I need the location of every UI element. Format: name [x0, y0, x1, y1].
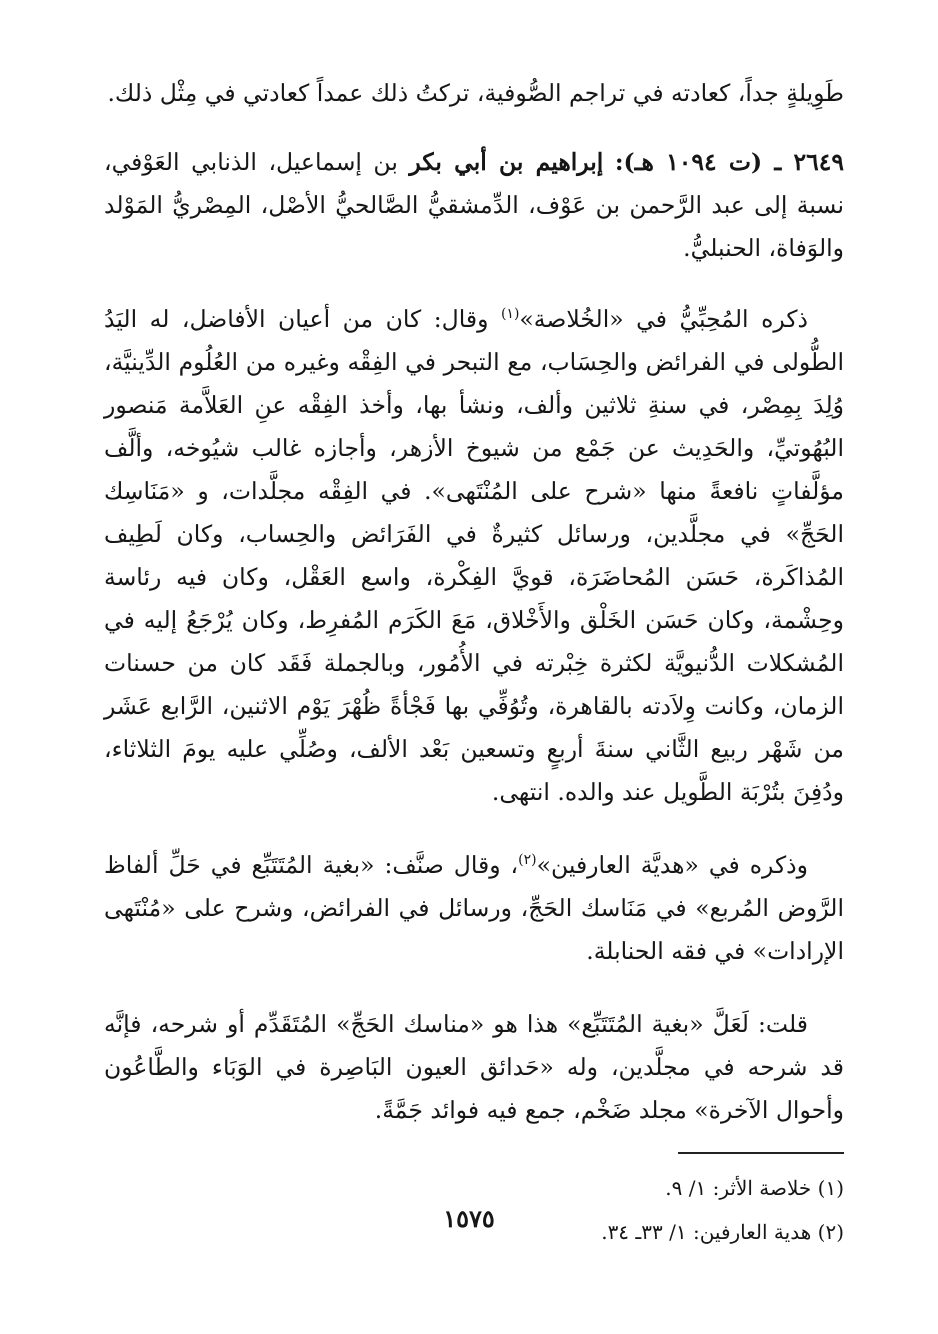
entry-description: بن إسماعيل، الذنابي العَوْفي، نسبة إلى عبد الرَّحمن بن عَوْف، الدِّمشقيُّ الصَّالحيُّ الأصْل، المِصْريُّ المَوْلد والوَفاة، الحنبليُّ. [104, 148, 844, 262]
footnote-2: (٢) هدية العارفين: ١/ ٣٣ـ ٣٤. [601, 1220, 844, 1244]
entry-name: إبراهيم بن أبي بكر [409, 148, 604, 176]
biography-entry [104, 141, 844, 270]
paragraph-hadiyya [104, 844, 844, 973]
page-number: ١٥٧٥ [443, 1204, 495, 1233]
paragraph-2-rest: ، وقال صنَّف: «بغية المُتَتَبِّع في حَلِّ ألفاظ الرَّوض المُربع» في مَنَاسك الحَجِّ، ورسائل في الفرائض، وشرح على «مُنْتَهى الإرادات» في فقه الحنابلة. [104, 851, 844, 965]
document-page [104, 72, 844, 1312]
continuation-line: طَوِيلةٍ جداً، كعادته في تراجم الصُّوفية، تركتُ ذلك عمداً كعادتي في مِثْل ذلك. [107, 79, 844, 107]
paragraph-2-start: وذكره في «هديَّة العارفين» [536, 851, 808, 879]
footnote-ref-2: (٢) [518, 852, 537, 869]
paragraph-1-start: ذكره المُحِبِّيُّ في «الخُلاصة» [519, 305, 808, 333]
footnote-divider [678, 1152, 844, 1154]
paragraph-khulasa [104, 298, 844, 814]
paragraph-author-note: قلت: لَعَلَّ «بغية المُتَتَبِّع» هذا هو «مناسك الحَجِّ» المُتَقَدِّم أو شرحه، فإنَّه قد شرحه في مجلَّدين، وله «حَدائق العيون البَاصِرة في الوَبَاء والطَّاعُون وأحوال الآخرة» مجلد ضَخْم، جمع فيه فوائد جَمَّةً. [104, 1010, 844, 1124]
footnote-ref-1: (١) [500, 306, 520, 323]
paragraph-1-rest: وقال: كان من أعيان الأفاضل، له اليَدُ الطُّولى في الفرائض والحِسَاب، مع التبحر في الفِقْه وغيره من العُلُوم الدِّينيَّة، وُلِدَ بِمِصْر، في سنةِ ثلاثين وألف، ونشأ بها، وأخذ الفِقْه عنِ العَلاَّمة مَنصور البُهُوتيِّ، والحَدِيث عن جَمْع من شيوخ الأزهر، وأجازه غالب شيُوخه، وألَّف مؤلَّفاتٍ نافعةً منها «شرح على المُنْتَهى». في الفِقْه مجلَّدات، و «مَنَاسِك الحَجِّ» في مجلَّدين، ورسائل كثيرةٌ في الفَرَائض والحِساب، وكان لَطِيف المُذاكَرة، حَسَن المُحاضَرَة، قويَّ الفِكْرة، واسع العَقْل، وكان فيه رئاسة وحِشْمة، وكان حَسَن الخَلْق والأَخْلاق، مَعَ الكَرَم المُفرِط، وكان يُرْجَعُ إليه في المُشكلات الدُّنيويَّة لكثرة خِبْرته في الأُمُور، وبالجملة فَقَد كان من حسنات الزمان، وكانت وِلاَدته بالقاهرة، وتُوُفِّي بها فَجْأةً ظُهْرَ يَوْم الاثنين، الرَّابع عَشَر من شَهْر ربيع الثَّاني سنةَ أربعٍ وتسعين بَعْد الألف، وصُلِّي عليه يومَ الثلاثاء، ودُفِنَ بتُرْبَة الطَّويل عند والده. انتهى. [104, 305, 845, 806]
entry-number: ٢٦٤٩ ـ (ت ١٠٩٤ هـ): [614, 148, 844, 176]
footnote-1: (١) خلاصة الأثر: ١/ ٩. [665, 1176, 844, 1200]
